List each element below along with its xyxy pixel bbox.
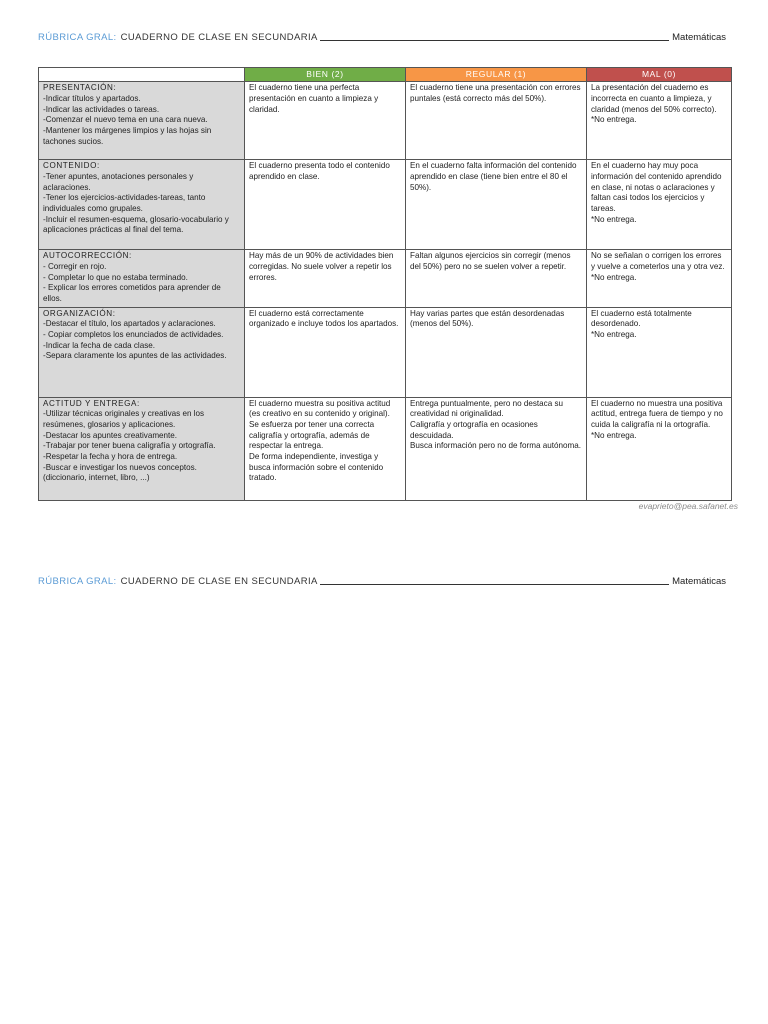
mal-cell (587, 250, 732, 307)
header-title: CUADERNO DE CLASE EN SECUNDARIA (120, 32, 318, 43)
bien-text: El cuaderno está correctamente organizado e incluye todos los apartados. (249, 308, 399, 329)
mal-cell (587, 307, 732, 397)
header-subject: Matemáticas (672, 32, 726, 43)
criterion-cell (39, 250, 245, 307)
criterion-item: - Explicar los errores cometidos para aprender de ellos. (43, 283, 221, 303)
mal-cell (587, 397, 732, 500)
second-page-header (38, 576, 726, 587)
bien-text: El cuaderno muestra su positiva actitud (es creativo en su contenido y original). Se esfuerza por tener una correcta caligrafía y ortografía, además de respectar la entrega. (249, 398, 391, 451)
criterion-title: ORGANIZACIÓN: (43, 308, 116, 318)
criterion-item: -Destacar el título, los apartados y aclaraciones. (43, 319, 216, 329)
regular-cell (406, 307, 587, 397)
mal-text: No se señalan o corrigen los errores y vuelve a cometerlos una y otra vez. (591, 251, 725, 271)
criterion-item: -Buscar e investigar los nuevos conceptos. (diccionario, internet, libro, ...) (43, 462, 197, 483)
mal-text: El cuaderno está totalmente desordenado. (591, 308, 692, 329)
criterion-item: -Tener apuntes, anotaciones personales y aclaraciones. (43, 171, 194, 192)
criterion-cell (39, 160, 245, 250)
regular-cell (406, 160, 587, 250)
criterion-title: ACTITUD Y ENTREGA: (43, 398, 140, 408)
regular-text: Faltan algunos ejercicios sin corregir (menos del 50%) pero no se suelen volver a repetir. (410, 251, 571, 271)
criterion-title: AUTOCORRECCIÓN: (43, 251, 132, 261)
criterion-item: -Trabajar por tener buena caligrafía y ortografía. (43, 441, 216, 451)
bien-text: El cuaderno presenta todo el contenido aprendido en clase. (249, 161, 390, 181)
page-header (38, 32, 726, 43)
regular-text: Hay varias partes que están desordenadas (menos del 50%). (410, 308, 565, 329)
criterion-cell (39, 307, 245, 397)
bien-cell (245, 397, 406, 500)
criterion-item: -Indicar títulos y apartados. (43, 93, 141, 103)
criterion-cell (39, 397, 245, 500)
regular-text: El cuaderno tiene una presentación con errores puntales (está correcto más del 50%). (410, 83, 581, 103)
regular-text: Busca información pero no de forma autónoma. (410, 441, 581, 451)
mal-text: La presentación del cuaderno es incorrecta en cuanto a limpieza, y claridad (menos del 50% correcto). (591, 83, 717, 114)
criterion-item: -Indicar las actividades o tareas. (43, 104, 160, 114)
rubric-row-organizacion (39, 307, 732, 397)
rubric-row-presentacion (39, 82, 732, 160)
column-header-mal: MAL (0) (587, 68, 732, 82)
mal-cell (587, 82, 732, 160)
mal-text: El cuaderno no muestra una positiva actitud, entrega fuera de tiempo y no cuida la caligrafía ni la ortografía. (591, 398, 723, 429)
criterion-item: -Mantener los márgenes limpios y las hojas sin tachones sucios. (43, 125, 212, 146)
regular-text: Caligrafía y ortografía en ocasiones descuidada. (410, 419, 538, 440)
column-header-bien: BIEN (2) (245, 68, 406, 82)
criterion-item: -Incluir el resumen-esquema, glosario-vocabulario y aplicaciones prácticas al final del tema. (43, 214, 229, 235)
criterion-item: - Completar lo que no estaba terminado. (43, 272, 188, 282)
bien-cell (245, 307, 406, 397)
header-lead: RÚBRICA GRAL: (38, 32, 117, 43)
rubric-row-autocorreccion (39, 250, 732, 307)
header-lead: RÚBRICA GRAL: (38, 576, 117, 587)
mal-text: En el cuaderno hay muy poca información del contenido aprendido en clase, ni notas o aclaraciones y faltan casi todos los ejercicios y tareas. (591, 161, 722, 213)
bien-cell (245, 250, 406, 307)
bien-text: Hay más de un 90% de actividades bien corregidas. No suele volver a repetir los errores. (249, 251, 394, 282)
criterion-item: - Copiar completos los enunciados de actividades. (43, 329, 224, 339)
criterion-item: -Tener los ejercicios-actividades-tareas, tanto individuales como grupales. (43, 193, 206, 213)
criterion-item: -Separa claramente los apuntes de las actividades. (43, 351, 227, 361)
mal-note: *No entrega. (591, 272, 637, 282)
rubric-row-contenido (39, 160, 732, 250)
criterion-title: PRESENTACIÓN: (43, 83, 117, 93)
bien-cell (245, 160, 406, 250)
criterion-item: -Indicar la fecha de cada clase. (43, 340, 156, 350)
mal-note: *No entrega. (591, 430, 637, 440)
header-subject: Matemáticas (672, 576, 726, 587)
header-title: CUADERNO DE CLASE EN SECUNDARIA (120, 576, 318, 587)
criterion-item: -Utilizar técnicas originales y creativas en los resúmenes, glosarios y aplicaciones. (43, 409, 205, 429)
criterion-item: -Respetar la fecha y hora de entrega. (43, 451, 178, 461)
criterion-item: -Destacar los apuntes creativamente. (43, 430, 178, 440)
regular-text: En el cuaderno falta información del contenido aprendido en clase (tiene bien entre el 80 el 50%). (410, 161, 577, 192)
mal-note: *No entrega. (591, 329, 637, 339)
author-email: evaprieto@pea.safanet.es (638, 501, 738, 511)
regular-cell (406, 397, 587, 500)
header-corner (39, 68, 245, 82)
header-rule (320, 584, 669, 585)
mal-cell (587, 160, 732, 250)
regular-cell (406, 250, 587, 307)
criterion-cell (39, 82, 245, 160)
bien-text: El cuaderno tiene una perfecta presentación en cuanto a limpieza y claridad. (249, 83, 379, 114)
mal-note: *No entrega. (591, 214, 637, 224)
criterion-item: -Comenzar el nuevo tema en una cara nueva. (43, 115, 208, 125)
regular-cell (406, 82, 587, 160)
bien-text: De forma independiente, investiga y busca información sobre el contenido tratado. (249, 451, 384, 483)
rubric-row-actitud (39, 397, 732, 500)
criterion-title: CONTENIDO: (43, 161, 100, 171)
rubric-header-row (39, 68, 732, 82)
column-header-regular: REGULAR (1) (406, 68, 587, 82)
rubric-table (38, 67, 732, 501)
bien-cell (245, 82, 406, 160)
mal-note: *No entrega. (591, 115, 637, 125)
criterion-item: - Corregir en rojo. (43, 261, 107, 271)
regular-text: Entrega puntualmente, pero no destaca su creatividad ni originalidad. (410, 398, 563, 419)
header-rule (320, 40, 669, 41)
